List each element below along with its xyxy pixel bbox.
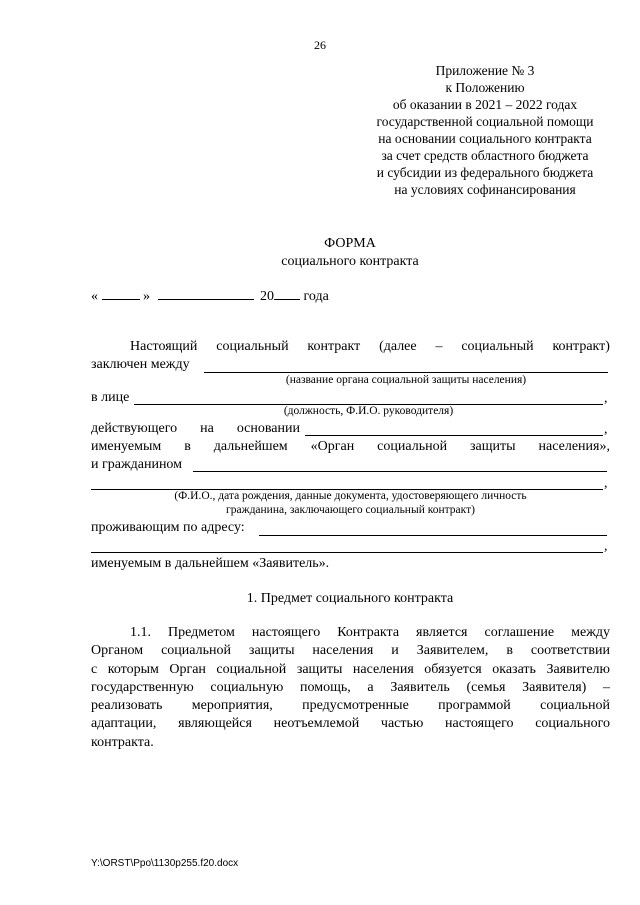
acting-on-basis-label (91, 421, 300, 437)
caption-organ: (название органа социальной защиты населения) (285, 374, 527, 386)
address-field-2[interactable] (91, 552, 603, 553)
word: основании (236, 421, 300, 436)
page-number: 26 (314, 38, 326, 52)
word: «Орган (310, 439, 355, 454)
comma: , (604, 391, 608, 406)
citizen-field-1[interactable] (193, 471, 607, 472)
appendix-line: к Положению (445, 80, 525, 95)
paragraph-line: адаптации, являющейся неотъемлемой частью настоящего социального (91, 716, 610, 732)
word: защиты (470, 439, 516, 454)
appendix-line: за счет средств областного бюджета (381, 148, 589, 163)
word: Настоящий (130, 339, 198, 354)
residing-label: проживающим по адресу: (91, 520, 245, 535)
appendix-line: Приложение № 3 (435, 63, 535, 78)
appendix-line: на условиях софинансирования (394, 182, 576, 197)
paragraph-1-1 (91, 624, 610, 752)
and-citizen-label: и гражданином (91, 457, 183, 472)
address-field-1[interactable] (259, 535, 607, 536)
word: действующего (91, 421, 178, 436)
appendix-header (340, 62, 630, 198)
word: контракт) (552, 339, 610, 354)
word: социальный (216, 339, 289, 354)
paragraph-line: государственную социальную помощь, а Заявитель (семья Заявителя) – (91, 679, 610, 695)
date-line (91, 287, 329, 305)
word: населения», (538, 439, 610, 454)
paragraph-line: реализовать мероприятия, предусмотренные программой социальной (91, 698, 610, 714)
word: дальнейшем (213, 439, 288, 454)
year-prefix: 20 (260, 289, 274, 304)
intro-line-1 (130, 339, 610, 355)
word: – (435, 339, 443, 354)
basis-field[interactable] (305, 435, 603, 436)
in-person-label: в лице (91, 390, 130, 405)
caption-official: (должность, Ф.И.О. руководителя) (283, 405, 454, 417)
comma: , (604, 476, 608, 491)
paragraph-line: контракта. (91, 734, 154, 750)
paragraph-line: Органом социальной защиты населения и Заявителем, в соответствии (91, 643, 610, 659)
form-subtitle: социального контракта (281, 254, 419, 269)
section-1-title: 1. Предмет социального контракта (246, 591, 454, 606)
open-quote: « (91, 289, 98, 304)
concluded-between-label: заключен между (91, 357, 190, 372)
organ-name-field[interactable] (204, 372, 608, 373)
appendix-line: об оказании в 2021 – 2022 годах (392, 97, 578, 112)
word: в (184, 439, 191, 454)
paragraph-line: 1.1. Предметом настоящего Контракта является соглашение между (130, 625, 610, 640)
caption-citizen-2: гражданина, заключающего социальный контракт) (226, 504, 475, 516)
footer-file-path: Y:\ORST\Ppo\1130p255.f20.docx (91, 858, 239, 869)
paragraph-line: с которым Орган социальной защиты населения обязуется оказать Заявителю (91, 661, 610, 677)
year-suffix: года (303, 289, 329, 304)
word: контракт (307, 339, 361, 354)
word: социальной (377, 439, 448, 454)
appendix-line: государственной социальной помощи (376, 114, 594, 129)
appendix-line: и субсидии из федерального бюджета (376, 165, 594, 180)
named-applicant: именуемым в дальнейшем «Заявитель». (91, 556, 330, 571)
form-title-block (0, 235, 640, 271)
caption-citizen-1: (Ф.И.О., дата рождения, данные документа, удостоверяющего личность (174, 490, 527, 502)
comma: , (604, 539, 608, 554)
word: именуемым (91, 439, 162, 454)
appendix-line: на основании социального контракта (378, 131, 592, 146)
word: социальный (461, 339, 534, 354)
month-blank[interactable] (158, 287, 254, 300)
year-blank[interactable] (274, 287, 300, 300)
named-organ-line (91, 439, 610, 455)
word: на (200, 421, 214, 436)
form-title: ФОРМА (324, 236, 376, 251)
close-quote: » (143, 289, 150, 304)
day-blank[interactable] (102, 287, 140, 300)
comma: , (604, 422, 608, 437)
word: (далее (379, 339, 417, 354)
